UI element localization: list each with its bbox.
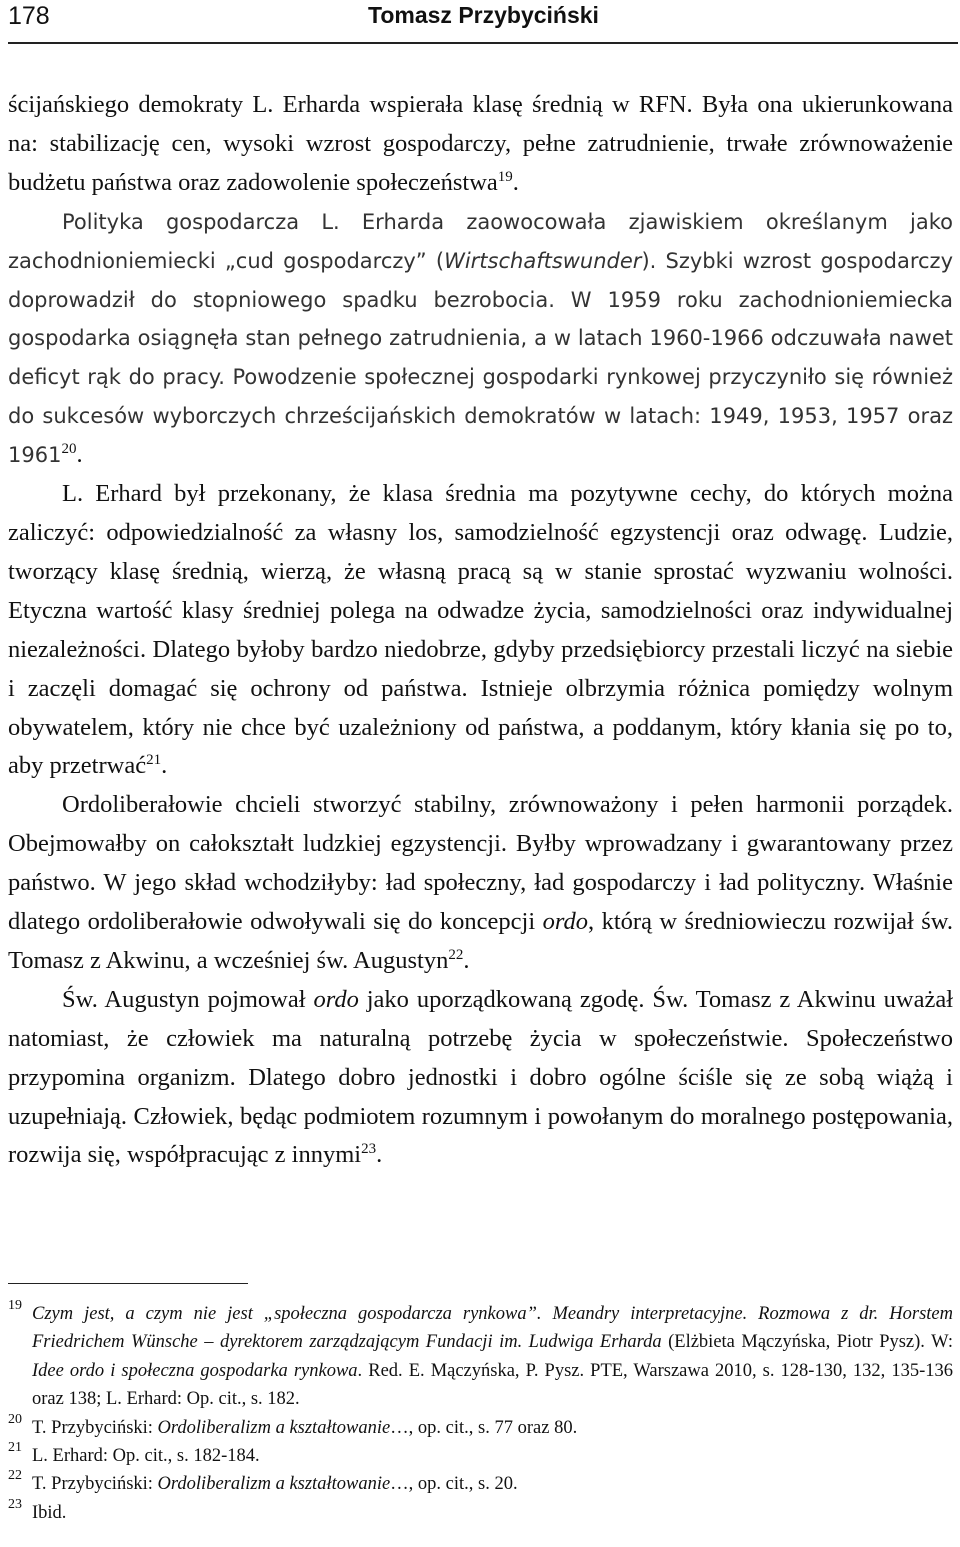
italic-term: ordo <box>542 908 589 936</box>
footnote-text <box>32 1414 953 1442</box>
footnote-number: 22 <box>8 1468 22 1484</box>
footnote-span: …, op. cit., s. 20. <box>390 1474 518 1495</box>
footnote-italic: Ordoliberalizm a kształtowanie <box>157 1474 391 1495</box>
footnote-ref-20: 20 <box>61 441 77 458</box>
text-span: Św. Augustyn pojmował <box>62 985 314 1013</box>
paragraph-3 <box>8 786 953 981</box>
text-span: . <box>161 752 168 780</box>
italic-term: ordo <box>313 985 359 1013</box>
footnote-number: 19 <box>8 1298 22 1313</box>
footnote-number: 23 <box>8 1496 22 1512</box>
text-span: ). Szybki wzrost gospodarczy doprowadził do stopniowego spadku bezrobocia. <box>8 248 954 312</box>
footnote-text: L. Erhard: Op. cit., s. 182-184. <box>32 1446 260 1467</box>
text-span: Ordoliberałowie chcieli stworzyć stabilny, zrównoważony i pełen harmonii porządek. Obejmowałby on całokształt ludzkiej egzystencji. Byłby wprowadzany i gwarantowany przez państwo. W jego skład wchodziłyby: ład społeczny, ład gospodarczy i ład polityczny. Właśnie dlatego ordoliberałowie odwoływali się do koncepcji <box>8 791 953 936</box>
text-span: W 1959 roku zachodnioniemiecka gospodarka osiągnęła stan pełnego zatrudnienia, a w latach 1960-1966 odczuwała nawet deficyt rąk do pracy. <box>8 287 954 390</box>
footnote-span: (Elżbieta Mączyńska, Piotr Pysz). W: <box>661 1332 953 1353</box>
footnote-text <box>32 1300 953 1414</box>
footnote-separator <box>8 1283 248 1284</box>
page-header <box>8 0 958 44</box>
text-span: . <box>76 441 83 469</box>
text-span: L. Erhard był przekonany, że klasa średnia ma pozytywne cechy, do których można zaliczyć: odpowiedzialność za własny los, samodzielność egzystencji oraz odwagę. Ludzie, tworzący klasę średnią, wierzą, że własną pracą są w stanie sprostać wyzwaniu wolności. Etyczna wartość klasy średniej polega na odwadze życia, samodzielności oraz indywidualnej niezależności. Dlatego byłoby bardzo niedobrze, gdyby przedsiębiorcy przestali liczyć na siebie i zaczęli domagać się ochrony od państwa. Istnieje olbrzymia różnica pomiędzy wolnym obywatelem, który nie chce być uzależniony od państwa, a poddanym, który kłania się po to, aby przetrwać <box>8 480 953 780</box>
footnote-span: …, op. cit., s. 77 oraz 80. <box>390 1417 578 1438</box>
footnote-19 <box>8 1300 953 1414</box>
footnote-ref-21: 21 <box>146 752 162 769</box>
footnote-span: . Red. E. Mączyńska, P. Pysz. PTE, Warszawa 2010, s. 128-130, 132, 135-136 oraz 138; L. Erhard: Op. cit., s. 182. <box>32 1360 953 1410</box>
page-number: 178 <box>8 2 50 30</box>
text-span: , którą w średniowieczu rozwijał św. Tomasz z Akwinu, a wcześniej św. Augustyn <box>8 908 954 974</box>
footnote-ref-22: 22 <box>448 946 464 963</box>
footnote-span: T. Przybyciński: <box>32 1474 158 1495</box>
footnote-23 <box>8 1496 953 1527</box>
footnote-italic: Idee ordo i społeczna gospodarka rynkowa <box>32 1360 358 1381</box>
text-span: jako uporządkowaną zgodę. Św. Tomasz z Akwinu uważał natomiast, że człowiek ma naturalną potrzebę życia w społeczeństwie. Społeczeństwo przypomina organizm. Dlatego dobro jednostki i dobro ogólne ściśle się ze sobą wiążą i uzupełniają. Człowiek, będąc podmiotem rozumnym i powołanym do moralnego postępowania, rozwija się, współpracując z innymi <box>8 985 954 1169</box>
footnote-21 <box>8 1442 953 1470</box>
footnote-ref-23: 23 <box>361 1141 377 1158</box>
paragraph-2 <box>8 475 953 786</box>
footnote-italic: Czym jest, a czym nie jest „społeczna gospodarcza rynkowa”. Meandry interpretacyjne. Rozmowa z dr. Horstem Friedrichem Wünsche – dyrektorem zarządzającym Fundacji im. Ludwiga Erharda <box>32 1304 953 1353</box>
footnote-ref-19: 19 <box>497 168 513 185</box>
paragraph-1 <box>8 86 953 475</box>
footnotes <box>8 1300 953 1527</box>
footnote-text <box>32 1470 953 1498</box>
footnote-text: Ibid. <box>32 1502 67 1523</box>
footnote-22 <box>8 1470 953 1498</box>
footnote-20 <box>8 1411 953 1442</box>
footnote-span: T. Przybyciński: <box>32 1417 158 1438</box>
italic-term: Wirtschaftswunder <box>444 248 642 273</box>
text-span <box>8 210 953 467</box>
text-span: Polityka gospodarcza L. Erharda zaowocowała zjawiskiem określanym jako zachodnioniemiecki „cud gospodarczy” ( <box>8 209 953 273</box>
footnote-italic: Ordoliberalizm a kształtowanie <box>157 1417 391 1438</box>
running-title: Tomasz Przybyciński <box>368 2 599 28</box>
text-span: . <box>512 168 519 196</box>
text-span: . <box>463 946 470 974</box>
text-span: Powodzenie społecznej gospodarki rynkowej przyczyniło się również do sukcesów wyborczych chrześcijańskich demokratów w latach: 1949, 1953, 1957 oraz 1961 <box>8 365 953 468</box>
paragraph-4 <box>8 981 953 1176</box>
main-text <box>8 86 953 1175</box>
footnote-number: 20 <box>8 1411 22 1427</box>
footnote-number: 21 <box>8 1440 22 1456</box>
text-span: . <box>376 1141 383 1169</box>
text-span: ścijańskiego demokraty L. Erharda wspierała klasę średnią w RFN. Była ona ukierunkowana na: stabilizację cen, wysoki wzrost gospodarczy, pełne zatrudnienie, trwałe zrównoważenie budżetu państwa oraz zadowolenie społeczeństwa <box>8 91 953 196</box>
